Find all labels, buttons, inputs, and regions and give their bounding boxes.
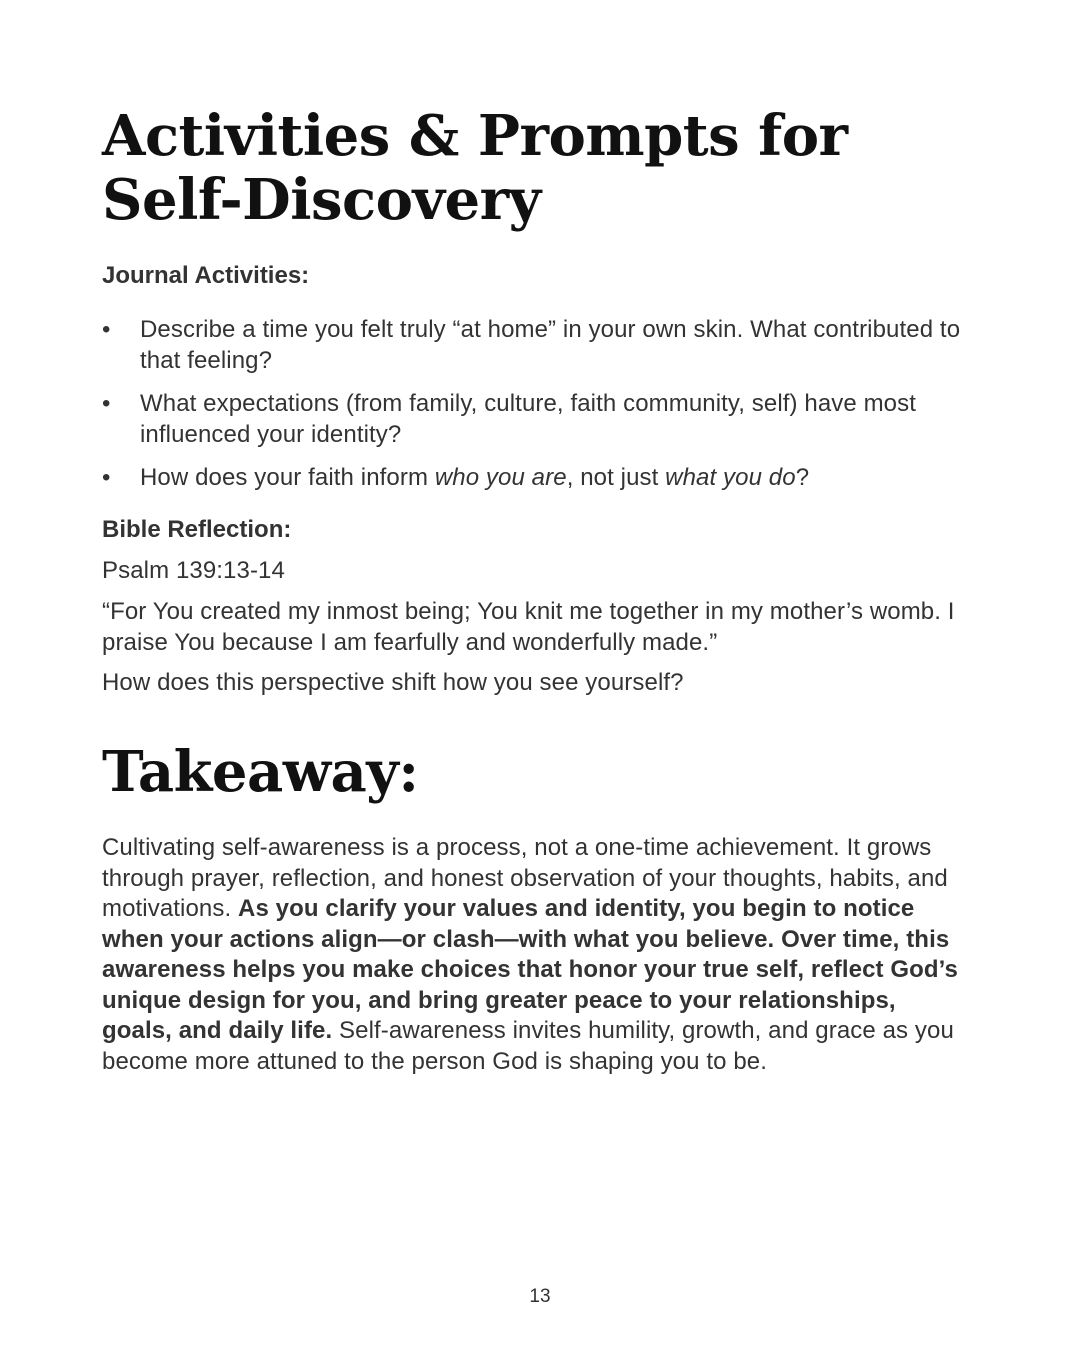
list-item-text xyxy=(140,464,809,491)
text-run: , not just xyxy=(566,464,666,491)
scripture-quote: “For You created my inmost being; You knit me together in my mother’s womb. I praise You because I am fearfully and wonderfully made.” xyxy=(102,598,955,656)
bullet-icon: • xyxy=(102,464,111,491)
journal-activities-list xyxy=(102,314,972,505)
page-number: 13 xyxy=(529,1286,551,1307)
list-item xyxy=(102,314,972,376)
list-item-text: Describe a time you felt truly “at home” in your own skin. What contributed to that feeling? xyxy=(140,316,961,374)
bible-reflection-label: Bible Reflection: xyxy=(102,516,292,543)
list-item xyxy=(102,462,972,493)
takeaway-paragraph xyxy=(102,833,972,1077)
takeaway-outro: Self-awareness invites humility, growth, and grace as you become more attuned to the person God is shaping you to be. xyxy=(102,1017,954,1075)
italic-text: what you do xyxy=(665,464,796,491)
page-title: Activities & Prompts for Self-Discovery xyxy=(102,103,848,233)
takeaway-intro: Cultivating self-awareness is a process, not a one-time achievement. It grows through prayer, reflection, and honest observation of your thoughts, habits, and motivations. xyxy=(102,834,948,922)
bullet-icon: • xyxy=(102,390,111,417)
text-run: How does your faith inform xyxy=(140,464,435,491)
list-item-text: What expectations (from family, culture, faith community, self) have most influenced your identity? xyxy=(140,390,917,448)
takeaway-bold: As you clarify your values and identity, you begin to notice when your actions align—or clash—with what you believe. Over time, this awareness helps you make choices that honor your true self, reflect God’s unique design for you, and bring greater peace to your relationships, goals, and daily life. xyxy=(102,895,959,1044)
list-item xyxy=(102,388,972,450)
scripture-reference: Psalm 139:13-14 xyxy=(102,557,285,584)
takeaway-heading: Takeaway: xyxy=(102,739,419,805)
journal-activities-label: Journal Activities: xyxy=(102,262,310,289)
text-run: ? xyxy=(795,464,810,491)
bullet-icon: • xyxy=(102,316,111,343)
reflection-question: How does this perspective shift how you see yourself? xyxy=(102,669,684,696)
italic-text: who you are xyxy=(434,464,567,491)
